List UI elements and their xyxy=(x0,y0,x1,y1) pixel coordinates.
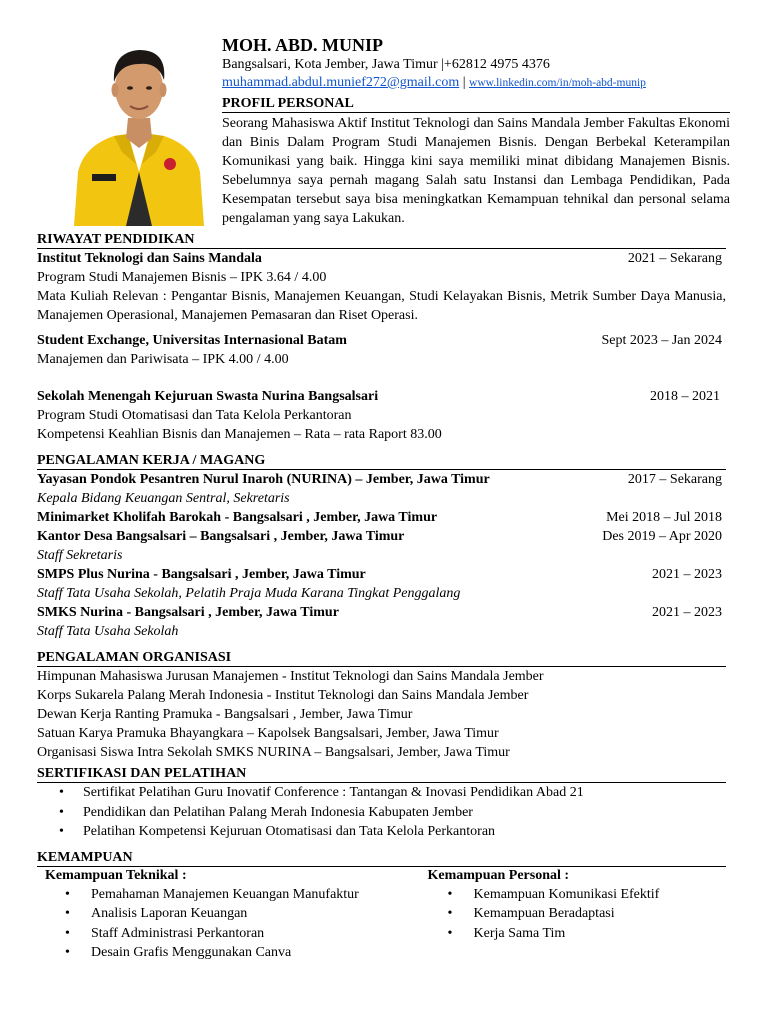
organization-item: Organisasi Siswa Intra Sekolah SMKS NURINA – Bangsalsari, Jember, Jawa Timur xyxy=(37,745,510,760)
work-entry xyxy=(37,527,726,546)
work-section xyxy=(37,453,726,641)
education-period: 2021 – Sekarang xyxy=(627,251,722,266)
work-entry xyxy=(37,508,726,527)
education-school: Student Exchange, Universitas Internasional Batam xyxy=(37,333,347,348)
technical-skills-list xyxy=(37,885,382,963)
skills-heading: KEMAMPUAN xyxy=(37,850,726,867)
skills-columns xyxy=(37,867,726,963)
organization-item: Himpunan Mahasiswa Jurusan Manajemen - Institut Teknologi dan Sains Mandala Jember xyxy=(37,669,544,684)
organization-item: Satuan Karya Pramuka Bhayangkara – Kapolsek Bangsalsari, Jember, Jawa Timur xyxy=(37,726,499,741)
technical-skills xyxy=(37,867,382,963)
education-period: Sept 2023 – Jan 2024 xyxy=(601,333,722,348)
email-link[interactable]: muhammad.abdul.munief272@gmail.com xyxy=(222,75,460,90)
certification-item: • Sertifikat Pelatihan Guru Inovatif Conference : Tantangan & Inovasi Pendidikan Abad 21 xyxy=(37,783,726,803)
full-name: MOH. ABD. MUNIP xyxy=(222,35,383,55)
skill-item: • Pemahaman Manajemen Keuangan Manufaktur xyxy=(37,885,382,905)
work-period: Des 2019 – Apr 2020 xyxy=(602,529,722,544)
work-entry xyxy=(37,565,726,584)
resume-body xyxy=(37,232,726,963)
work-entry xyxy=(37,470,726,489)
education-program: Manajemen dan Pariwisata – IPK 4.00 / 4.00 xyxy=(37,352,289,367)
work-place: Minimarket Kholifah Barokah - Bangsalsari , Jember, Jawa Timur xyxy=(37,510,438,525)
work-heading: PENGALAMAN KERJA / MAGANG xyxy=(37,453,726,470)
education-courses: Mata Kuliah Relevan : Pengantar Bisnis, Manajemen Keuangan, Studi Kelayakan Bisnis, Metrik Sumber Daya Manusia, Manajemen Operasional, Manajemen Pemasaran dan Riset Operasi. xyxy=(37,289,726,323)
work-period: Mei 2018 – Jul 2018 xyxy=(606,510,722,525)
organization-item: Korps Sukarela Palang Merah Indonesia - Institut Teknologi dan Sains Mandala Jember xyxy=(37,688,529,703)
work-place: SMKS Nurina - Bangsalsari , Jember, Jawa Timur xyxy=(37,605,339,620)
certification-item: • Pelatihan Kompetensi Kejuruan Otomatisasi dan Tata Kelola Perkantoran xyxy=(37,822,726,842)
certification-heading: SERTIFIKASI DAN PELATIHAN xyxy=(37,766,726,783)
education-heading: RIWAYAT PENDIDIKAN xyxy=(37,232,726,249)
work-place: Yayasan Pondok Pesantren Nurul Inaroh (NURINA) – Jember, Jawa Timur xyxy=(37,472,490,487)
education-school: Institut Teknologi dan Sains Mandala xyxy=(37,251,262,266)
skill-item: • Kerja Sama Tim xyxy=(420,924,727,944)
education-entry xyxy=(37,387,726,406)
linkedin-link[interactable]: www.linkedin.com/in/moh-abd-munip xyxy=(469,77,646,89)
education-period: 2018 – 2021 xyxy=(650,389,720,404)
work-period: 2021 – 2023 xyxy=(652,605,722,620)
personal-skills xyxy=(382,867,727,963)
work-role: Staff Tata Usaha Sekolah xyxy=(37,624,179,639)
work-entry xyxy=(37,603,726,622)
profile-heading: PROFIL PERSONAL xyxy=(222,96,730,113)
education-school: Sekolah Menengah Kejuruan Swasta Nurina Bangsalsari xyxy=(37,389,379,404)
skill-item: • Desain Grafis Menggunakan Canva xyxy=(37,943,382,963)
education-competency: Kompetensi Keahlian Bisnis dan Manajemen – Rata – rata Raport 83.00 xyxy=(37,427,442,442)
education-entry xyxy=(37,331,726,350)
personal-skills-list xyxy=(420,885,727,944)
contact-separator: | xyxy=(459,75,470,90)
skill-item: • Kemampuan Komunikasi Efektif xyxy=(420,885,727,905)
education-entry xyxy=(37,249,726,268)
work-place: Kantor Desa Bangsalsari – Bangsalsari , Jember, Jawa Timur xyxy=(37,529,405,544)
skill-item: • Staff Administrasi Perkantoran xyxy=(37,924,382,944)
organization-item: Dewan Kerja Ranting Pramuka - Bangsalsari , Jember, Jawa Timur xyxy=(37,707,413,722)
profile-photo-illustration xyxy=(66,22,212,226)
profile-text: Seorang Mahasiswa Aktif Institut Teknologi dan Sains Mandala Jember Fakultas Ekonomi dan Binis Dalam Program Studi Manajemen Bisnis. Dengan Berbekal Keterampilan Komunikasi yang baik. Hingga kini saya memiliki minat dibidang Manajemen Bisnis. Sebelumnya saya pernah magang Salah satu Instansi dan Lembaga Pendidikan, Pada Kesempatan tersebut saya bisa meningkatkan Kemampuan tehnikal dan personal selama pengalaman yang saya Lakukan. xyxy=(222,116,730,226)
certification-list xyxy=(37,783,726,842)
organization-heading: PENGALAMAN ORGANISASI xyxy=(37,650,726,667)
education-program: Program Studi Manajemen Bisnis – IPK 3.64 / 4.00 xyxy=(37,270,327,285)
work-period: 2021 – 2023 xyxy=(652,567,722,582)
organization-section xyxy=(37,650,726,762)
technical-skills-title: Kemampuan Teknikal : xyxy=(45,867,187,883)
resume-header xyxy=(222,34,730,228)
education-section xyxy=(37,232,726,444)
address-phone: Bangsalsari, Kota Jember, Jawa Timur |+62812 4975 4376 xyxy=(222,57,550,72)
work-role: Staff Sekretaris xyxy=(37,548,123,563)
skill-item: • Kemampuan Beradaptasi xyxy=(420,904,727,924)
skills-section xyxy=(37,850,726,963)
education-program: Program Studi Otomatisasi dan Tata Kelola Perkantoran xyxy=(37,408,352,423)
work-role: Staff Tata Usaha Sekolah, Pelatih Praja Muda Karana Tingkat Penggalang xyxy=(37,586,461,601)
profile-photo xyxy=(66,22,212,226)
work-period: 2017 – Sekarang xyxy=(627,472,722,487)
contact-links xyxy=(222,74,730,92)
certification-section xyxy=(37,766,726,842)
skill-item: • Analisis Laporan Keuangan xyxy=(37,904,382,924)
work-place: SMPS Plus Nurina - Bangsalsari , Jember, Jawa Timur xyxy=(37,567,366,582)
certification-item: • Pendidikan dan Pelatihan Palang Merah Indonesia Kabupaten Jember xyxy=(37,803,726,823)
personal-skills-title: Kemampuan Personal : xyxy=(427,867,570,883)
work-role: Kepala Bidang Keuangan Sentral, Sekretaris xyxy=(37,491,290,506)
